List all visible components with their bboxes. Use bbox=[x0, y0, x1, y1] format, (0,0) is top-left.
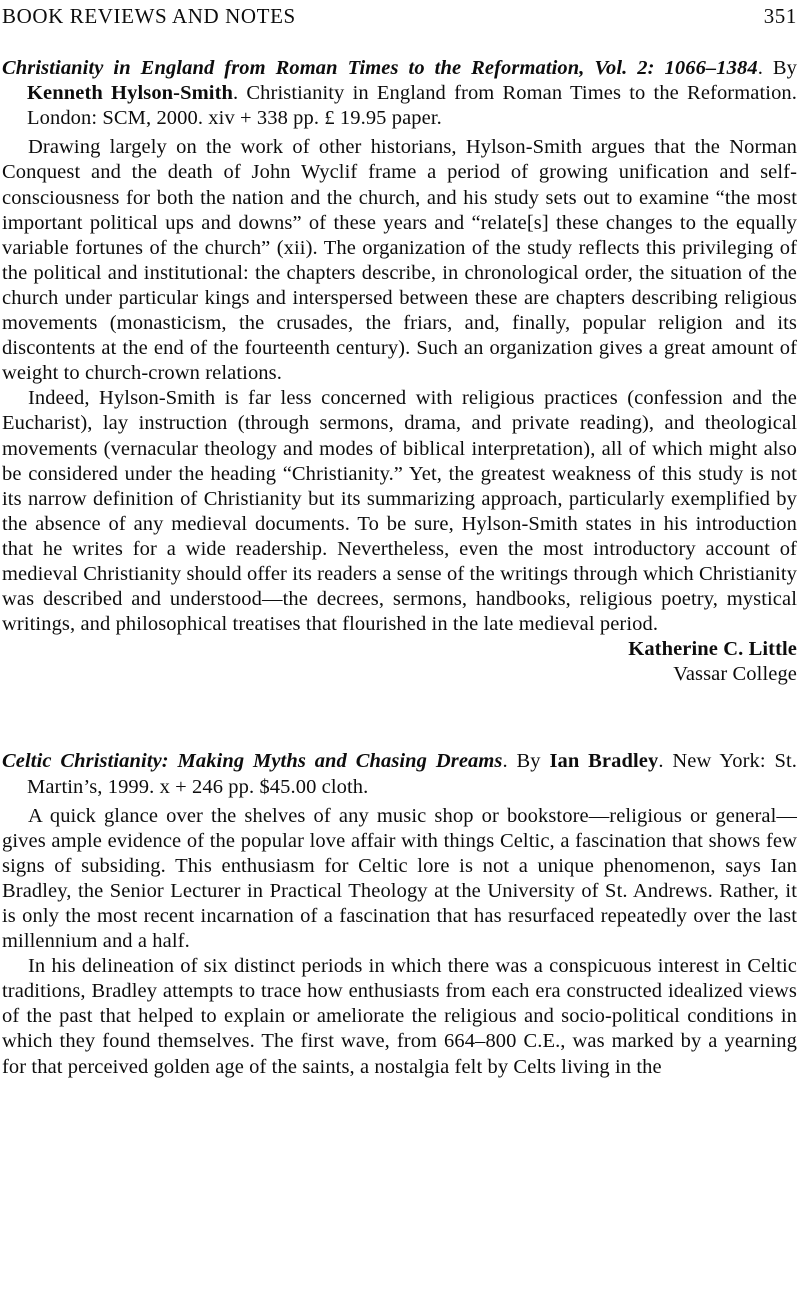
review-bradley bbox=[2, 749, 797, 1079]
review-paragraph: A quick glance over the shelves of any music shop or bookstore—religious or general—gives ample evidence of the popular love affair with things Celtic, a fascination that shows few signs of subsiding. This enthusiasm for Celtic lore is not a unique phenomenon, says Ian Bradley, the Senior Lecturer in Practical Theology at the University of St. Andrews. Rather, it is only the most recent incarnation of a fascination that has resurfaced repeatedly over the last millennium and a half. bbox=[2, 804, 797, 953]
review-hylson-smith bbox=[2, 56, 797, 687]
reviewer-name: Katherine C. Little bbox=[628, 638, 797, 661]
citation-title: Celtic Christianity: Making Myths and Chasing Dreams bbox=[2, 750, 503, 773]
citation-author: Ian Bradley bbox=[549, 750, 659, 773]
citation-by-prefix: . By bbox=[757, 57, 797, 80]
citation-author: Kenneth Hylson-Smith bbox=[27, 82, 233, 105]
review-citation bbox=[2, 749, 797, 799]
review-paragraph: Drawing largely on the work of other historians, Hylson-Smith argues that the Norman Conquest and the death of John Wyclif frame a period of growing unification and self-consciousness for both the nation and the church, and his study sets out to examine “the most important political ups and downs” of these years and “relate[s] these changes to the equally variable fortunes of the church” (xii). The organization of the study reflects this privileging of the political and institutional: the chapters describe, in chronological order, the situation of the church under particular kings and interspersed between these are chapters describing religious movements (monasticism, the crusades, the friars, and, finally, popular religion and its discontents at the end of the fourteenth century). Such an organization gives a great amount of weight to church-crown relations. bbox=[2, 136, 797, 385]
review-citation bbox=[2, 56, 797, 131]
citation-title: Christianity in England from Roman Times to the Reformation, Vol. 2: 1066–1384 bbox=[2, 57, 758, 80]
signature-block bbox=[2, 637, 797, 687]
running-header bbox=[2, 4, 797, 29]
page-number: 351 bbox=[763, 4, 797, 28]
citation-by-prefix: . By bbox=[502, 750, 550, 773]
reviewer-affiliation: Vassar College bbox=[673, 663, 797, 686]
review-paragraph: In his delineation of six distinct periods in which there was a conspicuous interest in Celtic traditions, Bradley attempts to trace how enthusiasts from each era constructed idealized views of the past that helped to explain or ameliorate the religious and socio-political conditions in which they found themselves. The first wave, from 664–800 C.E., was marked by a yearning for that perceived golden age of the saints, a nostalgia felt by Celts living in the bbox=[2, 955, 797, 1078]
review-paragraph: Indeed, Hylson-Smith is far less concerned with religious practices (confession and the Eucharist), lay instruction (through sermons, drama, and private reading), and theological movements (vernacular theology and modes of biblical interpretation), all of which might also be considered under the heading “Christianity.” Yet, the greatest weakness of this study is not its narrow definition of Christianity but its summarizing approach, particularly exemplified by the absence of any medieval documents. To be sure, Hylson-Smith states in his introduction that he writes for a wide readership. Nevertheless, even the most introductory account of medieval Christianity should offer its readers a sense of the writings through which Christianity was described and understood—the decrees, sermons, handbooks, religious poetry, mystical writings, and philosophical treatises that flourished in the late medieval period. bbox=[2, 387, 797, 636]
citation-publication: . Christianity in England from Roman Times to the Reformation. London: SCM, 2000. xiv + 338 pp. £ 19.95 paper. bbox=[27, 82, 797, 130]
running-head: BOOK REVIEWS AND NOTES bbox=[2, 4, 296, 28]
citation-publication: . New York: St. Martin’s, 1999. x + 246 pp. $45.00 cloth. bbox=[27, 750, 797, 798]
